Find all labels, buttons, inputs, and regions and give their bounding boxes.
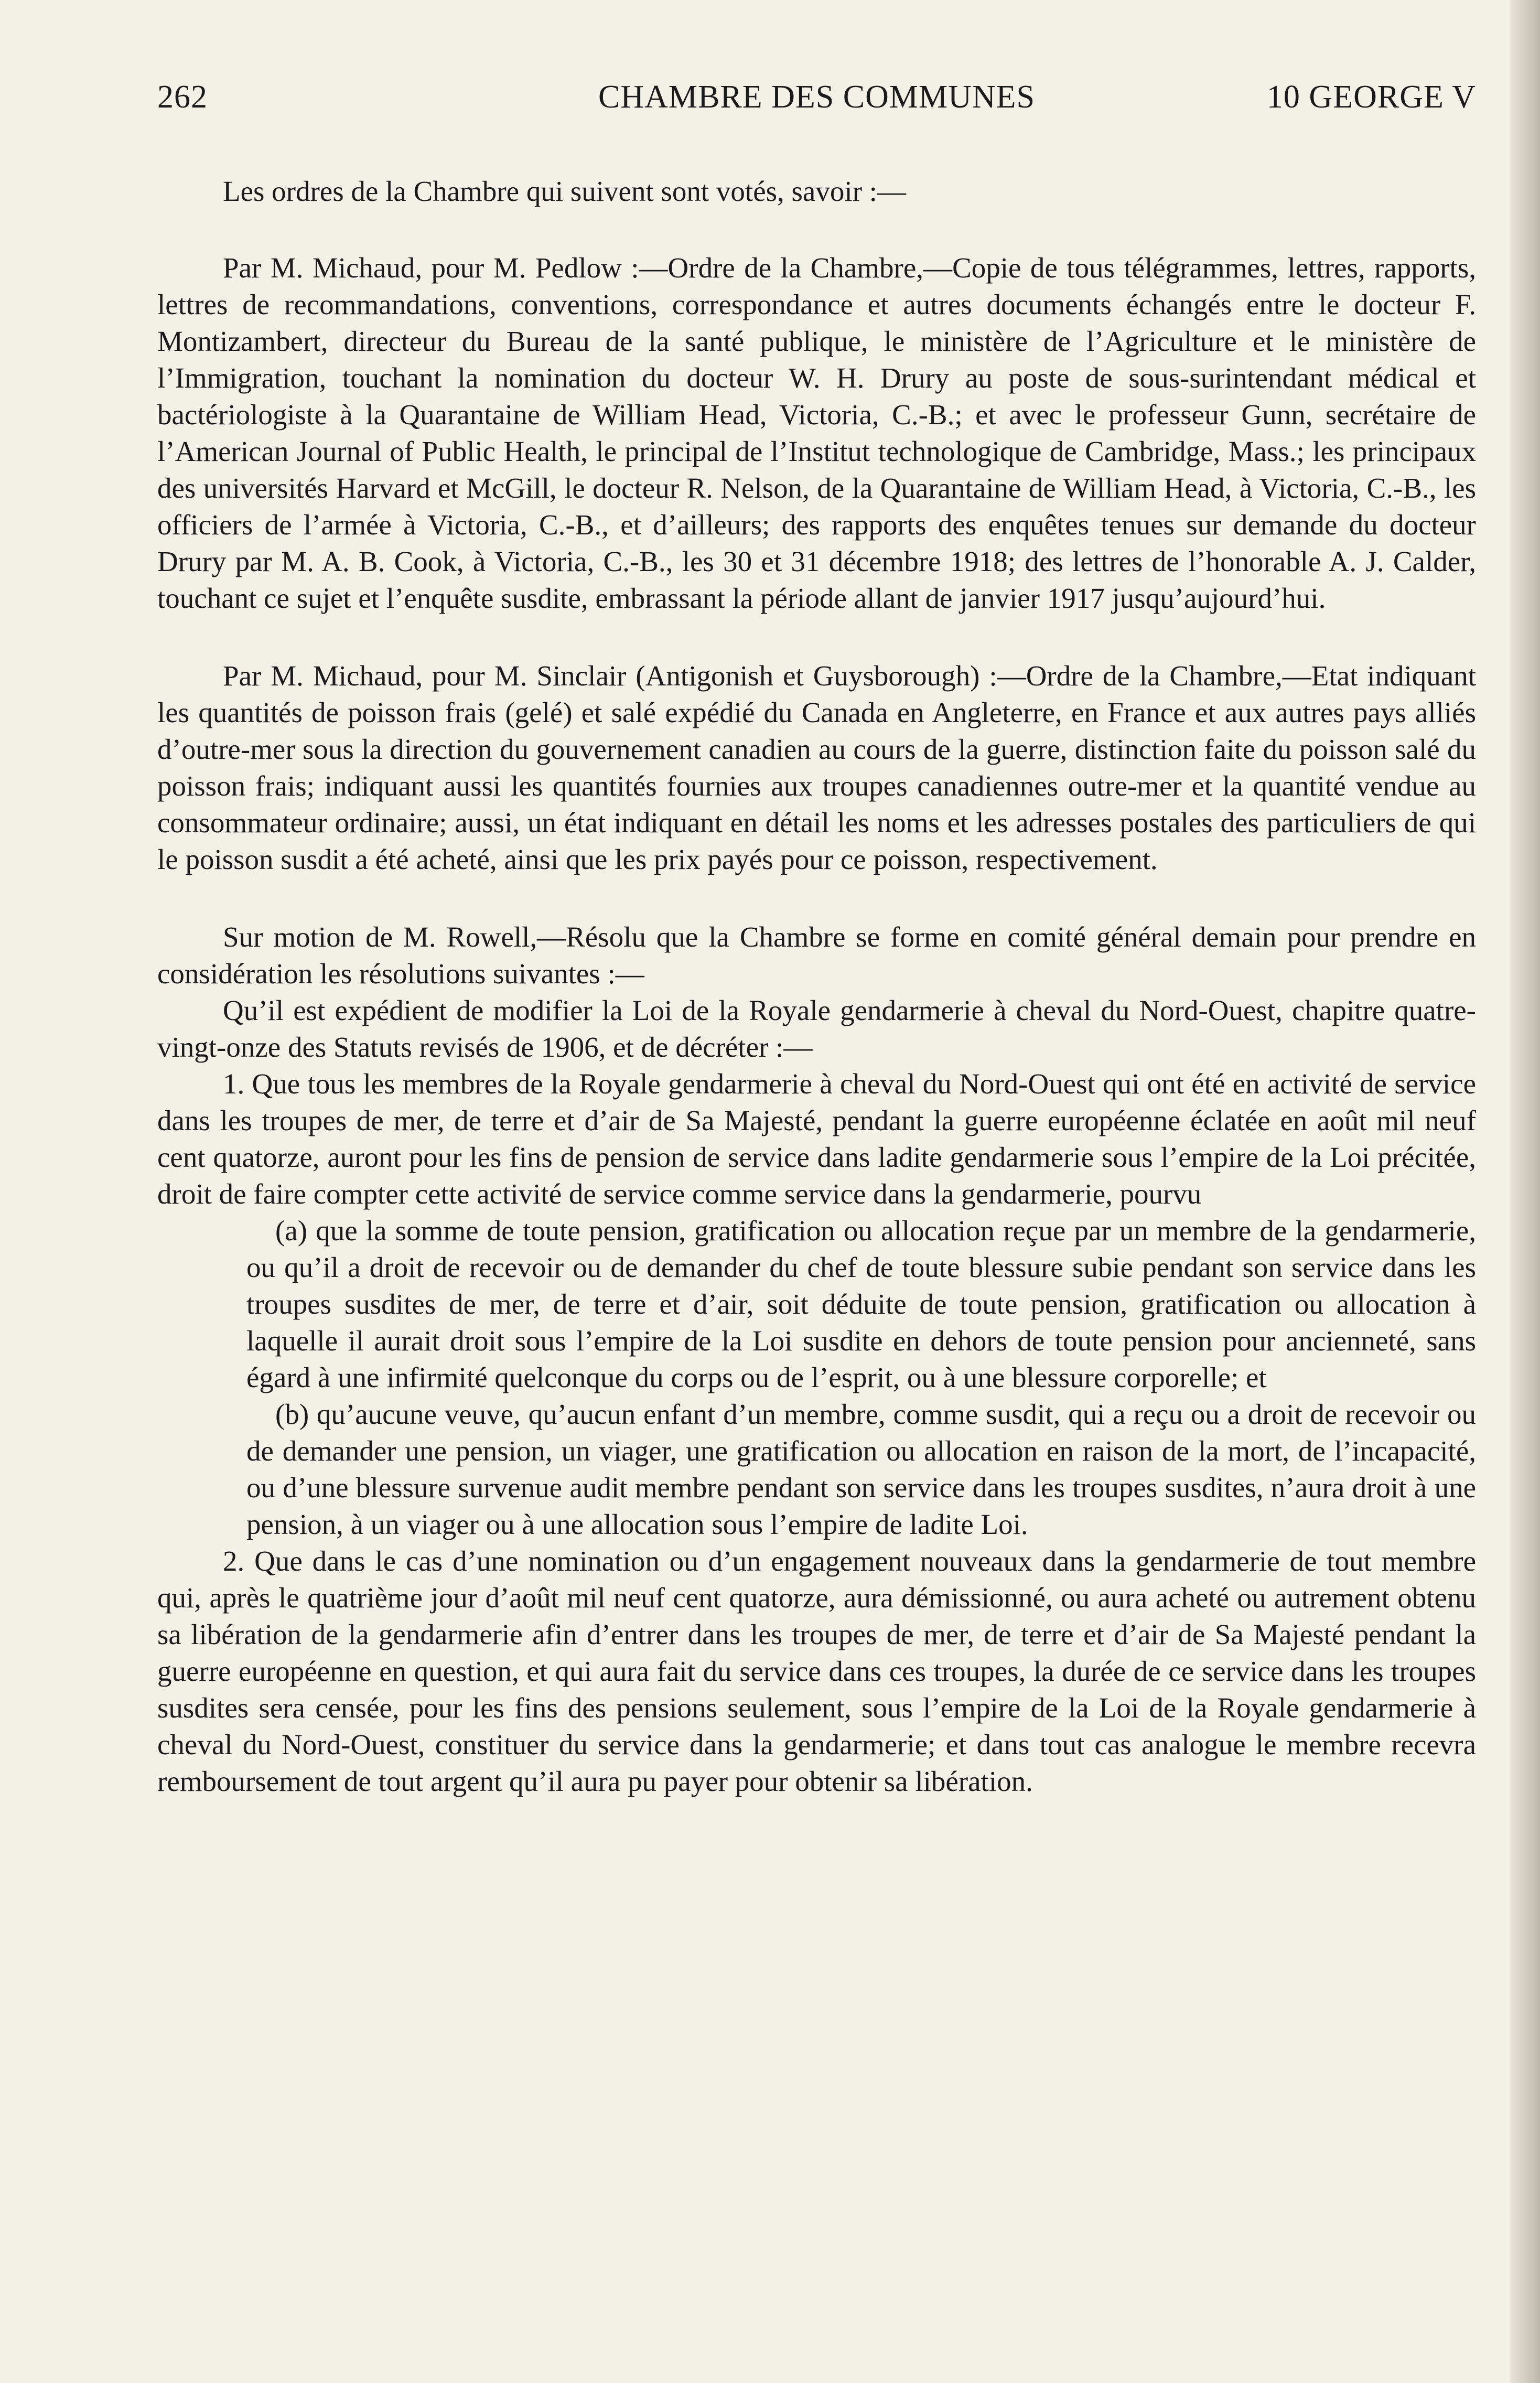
resolution-item-1b: (b) qu’aucune veuve, qu’aucun enfant d’un membre, comme susdit, qui a reçu ou a droit de recevoir ou de demander une pension, un viager, une gratification ou allocation en raison de la mort, de l’incapacité, ou d’une blessure survenue audit membre pendant son service dans les troupes susdites, n’aura droit à une pension, à un viager ou à une allocation sous l’empire de ladite Loi. bbox=[246, 1398, 1476, 1540]
page-number: 262 bbox=[157, 79, 208, 115]
running-title: CHAMBRE DES COMMUNES bbox=[598, 79, 1036, 115]
page-header bbox=[157, 73, 1476, 121]
expedient-paragraph: Qu’il est expédient de modifier la Loi de la Royale gendarmerie à cheval du Nord-Ouest, chapitre quatre-vingt-onze des Statuts revisés de 1906, et de décréter :— bbox=[157, 994, 1476, 1063]
page-edge-shadow bbox=[1510, 0, 1540, 2383]
resolution-item-1a: (a) que la somme de toute pension, gratification ou allocation reçue par un membre de la gendarmerie, ou qu’il a droit de recevoir ou de demander du chef de toute blessure subie pendant son service dans les troupes susdites de mer, de terre et d’air, soit déduite de toute pension, gratification ou allocation à laquelle il aurait droit sous l’empire de la Loi susdite en dehors de toute pension pour ancienneté, sans égard à une infirmité quelconque du corps ou de l’esprit, ou à une blessure corporelle; et bbox=[246, 1215, 1476, 1393]
rowell-motion-paragraph: Sur motion de M. Rowell,—Résolu que la Chambre se forme en comité général demain pour prendre en considération les résolutions suivantes :— bbox=[157, 921, 1476, 990]
resolution-item-1: 1. Que tous les membres de la Royale gendarmerie à cheval du Nord-Ouest qui ont été en activité de service dans les troupes de mer, de terre et d’air de Sa Majesté, pendant la guerre européenne éclatée en août mil neuf cent quatorze, auront pour les fins de pension de service dans ladite gendarmerie sous l’empire de la Loi précitée, droit de faire compter cette activité de service comme service dans la gendarmerie, pourvu bbox=[157, 1068, 1476, 1210]
intro-paragraph: Les ordres de la Chambre qui suivent sont votés, savoir :— bbox=[223, 175, 906, 207]
pedlow-order-paragraph: Par M. Michaud, pour M. Pedlow :—Ordre de la Chambre,—Copie de tous télégrammes, lettres, rapports, lettres de recommandations, conventions, correspondance et autres documents échangés entre le docteur F. Montizambert, directeur du Bureau de la santé publique, le ministère de l’Agriculture et le ministère de l’Immigration, touchant la nomination du docteur W. H. Drury au poste de sous-surintendant médical et bactériologiste à la Quarantaine de William Head, Victoria, C.-B.; et avec le professeur Gunn, secrétaire de l’American Journal of Public Health, le principal de l’Institut technologique de Cambridge, Mass.; les principaux des universités Harvard et McGill, le docteur R. Nelson, de la Quarantaine de William Head, à Victoria, C.-B., les officiers de l’armée à Victoria, C.-B., et d’ailleurs; des rapports des enquêtes tenues sur demande du docteur Drury par M. A. B. Cook, à Victoria, C.-B., les 30 et 31 décembre 1918; des lettres de l’honorable A. J. Calder, touchant ce sujet et l’enquête susdite, embrassant la période allant de janvier 1917 jusqu’aujourd’hui. bbox=[157, 252, 1476, 614]
resolution-item-2: 2. Que dans le cas d’une nomination ou d’un engagement nouveaux dans la gendarmerie de tout membre qui, après le quatrième jour d’août mil neuf cent quatorze, aura démissionné, ou aura acheté ou autrement obtenu sa libération de la gendarmerie afin d’entrer dans les troupes de mer, de terre et d’air de Sa Majesté pendant la guerre européenne en question, et qui aura fait du service dans ces troupes, la durée de ce service dans les troupes susdites sera censée, pour les fins des pensions seulement, sous l’empire de la Loi de la Royale gendarmerie à cheval du Nord-Ouest, constituer du service dans la gendarmerie; et dans tout cas analogue le membre recevra remboursement de tout argent qu’il aura pu payer pour obtenir sa libération. bbox=[157, 1545, 1476, 1797]
sinclair-order-paragraph: Par M. Michaud, pour M. Sinclair (Antigonish et Guysborough) :—Ordre de la Chambre,—Etat indiquant les quantités de poisson frais (gelé) et salé expédié du Canada en Angleterre, en France et aux autres pays alliés d’outre-mer sous la direction du gouvernement canadien au cours de la guerre, distinction faite du poisson salé du poisson frais; indiquant aussi les quantités fournies aux troupes canadiennes outre-mer et la quantité vendue au consommateur ordinaire; aussi, un état indiquant en détail les noms et les adresses postales des particuliers de qui le poisson susdit a été acheté, ainsi que les prix payés pour ce poisson, respectivement. bbox=[157, 660, 1476, 875]
page-body bbox=[157, 173, 1476, 1800]
regnal-year: 10 GEORGE V bbox=[1266, 79, 1476, 115]
